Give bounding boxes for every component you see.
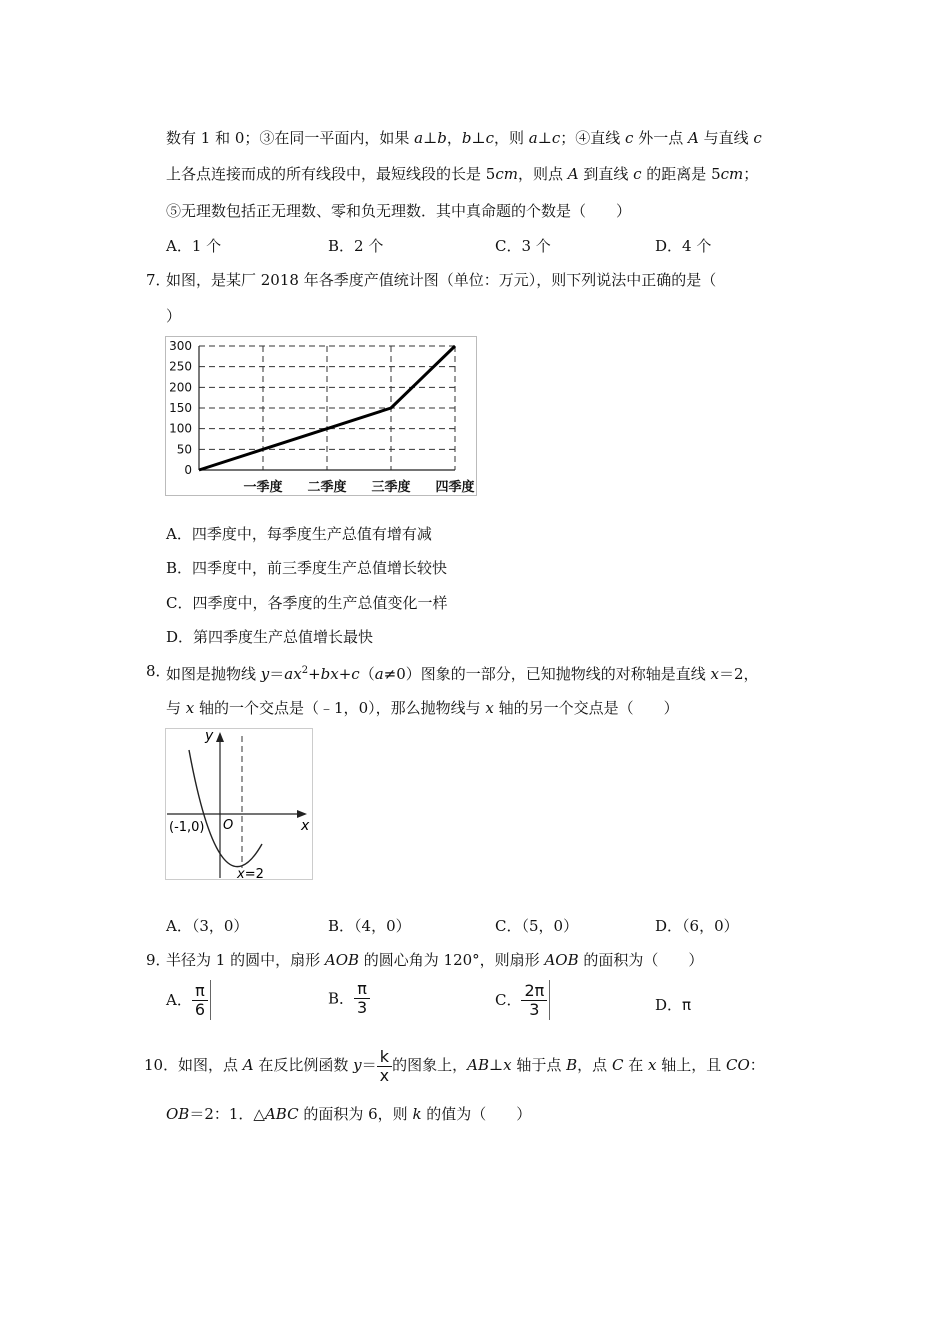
production-line-chart [165, 336, 477, 496]
fraction-k-over-x: $\frac{k}{x}$ [377, 1048, 392, 1085]
y-tick-label: 100 [169, 421, 192, 436]
q9-option-b[interactable]: B． $\frac{\pi}{3}$ [328, 980, 370, 1017]
q7-option-d[interactable]: D．第四季度生产总值增长最快 [166, 628, 374, 646]
fraction-2pi-over-3: $\frac{2\pi}{3}$ [521, 982, 547, 1019]
y-tick-label: 200 [169, 380, 192, 395]
q10-stem-line-2: OB＝2：1．△ABC 的面积为 6，则 k 的值为（ ） [166, 1105, 532, 1123]
q8-number: 8． [146, 662, 171, 680]
q7-option-b[interactable]: B．四季度中，前三季度生产总值增长较快 [166, 559, 448, 577]
fraction-pi-over-3: $\frac{\pi}{3}$ [354, 980, 370, 1017]
q7-stem: 如图，是某厂 2018 年各季度产值统计图（单位：万元），则下列说法中正确的是（ [166, 271, 717, 289]
q6-option-b[interactable]: B．2 个 [328, 237, 384, 255]
q10-stem: 如图，点 A 在反比例函数 y＝ $\frac{k}{x}$ 的图象上，AB⊥x 轴于点 B，点 C 在 x 轴上，且 CO： [178, 1046, 765, 1085]
symmetry-axis-label: x=2 [237, 867, 264, 880]
y-tick-label: 50 [176, 442, 192, 457]
q8-option-b[interactable]: B．（4，0） [328, 917, 411, 935]
q6-option-c[interactable]: C．3 个 [495, 237, 551, 255]
q6-option-a[interactable]: A．1 个 [166, 237, 222, 255]
q8-option-d[interactable]: D．（6，0） [655, 917, 739, 935]
q7-number: 7． [146, 271, 171, 289]
y-axis-label: y [205, 728, 214, 744]
q6-line-2: 上各点连接而成的所有线段中，最短线段的长是 5cm，则点 A 到直线 c 的距离是 5cm； [166, 165, 759, 183]
y-tick-label: 250 [169, 359, 192, 374]
q9-number: 9． [146, 951, 171, 969]
q7-option-a[interactable]: A．四季度中，每季度生产总值有增有减 [166, 525, 432, 543]
fraction-pi-over-6: $\frac{\pi}{6}$ [192, 982, 208, 1019]
x-tick-label: 四季度 [435, 480, 475, 495]
q6-option-d[interactable]: D．4 个 [655, 237, 712, 255]
point-label: (-1,0) [169, 820, 205, 835]
x-tick-label: 三季度 [371, 480, 411, 495]
q8-stem: 如图是抛物线 $y=ax^2+bx+c(a\ne 0)$图象的一部分，已知抛物线的对称轴是直线 x＝2， [166, 665, 759, 683]
q9-stem: 半径为 1 的圆中，扇形 AOB 的圆心角为 120°，则扇形 AOB 的面积为（ ） [166, 951, 704, 969]
origin-label: O [223, 818, 234, 833]
y-tick-label: 150 [169, 401, 192, 415]
q8-option-a[interactable]: A．（3，0） [166, 917, 249, 935]
q9-option-a[interactable]: A． $\frac{\pi}{6}$ [166, 980, 211, 1020]
q7-option-c[interactable]: C．四季度中，各季度的生产总值变化一样 [166, 594, 448, 612]
q9-option-d[interactable]: D．π [655, 996, 692, 1014]
parabola-graph [165, 728, 313, 880]
x-tick-label: 二季度 [307, 480, 347, 495]
q6-line-3: ⑤无理数包括正无理数、零和负无理数．其中真命题的个数是（ ） [166, 202, 632, 220]
q10-number: 10． [144, 1056, 179, 1074]
q8-option-c[interactable]: C．（5，0） [495, 917, 579, 935]
x-axis-label: x [301, 818, 310, 834]
q9-option-c[interactable]: C． $\frac{2\pi}{3}$ [495, 980, 550, 1020]
q8-stem-line-2: 与 x 轴的一个交点是（﹣1，0），那么抛物线与 x 轴的另一个交点是（ ） [166, 699, 679, 717]
y-tick-label: 300 [169, 339, 192, 353]
y-tick-label: 0 [184, 463, 192, 477]
q7-stem-end: ） [166, 307, 182, 325]
x-tick-label: 一季度 [243, 480, 283, 495]
q6-line-1: 数有 1 和 0；③在同一平面内，如果 a⊥b，b⊥c，则 a⊥c；④直线 c 外一点 A 与直线 c [166, 129, 762, 147]
